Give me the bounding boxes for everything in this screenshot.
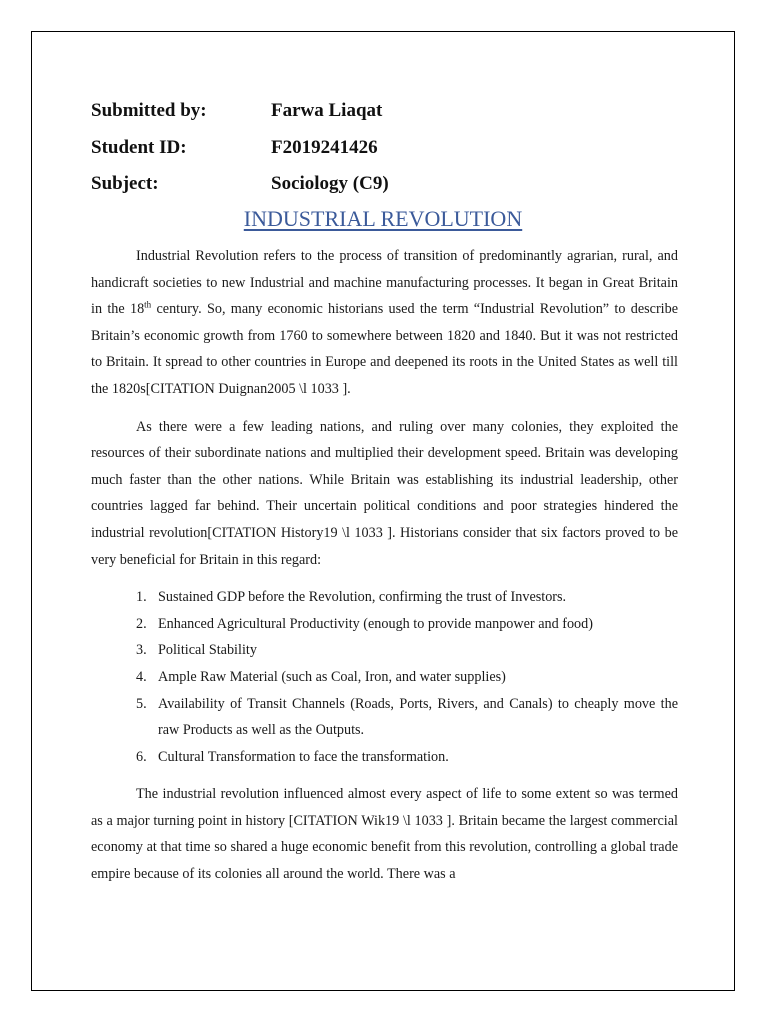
list-item-number: 5.	[136, 695, 147, 712]
list-item-text: Sustained GDP before the Revolution, confirming the trust of Investors.	[158, 589, 567, 606]
document-title: INDUSTRIAL REVOLUTION	[243, 206, 523, 231]
submission-info	[91, 93, 591, 203]
list-item-text: Political Stability	[158, 642, 257, 659]
list-item-text: Ample Raw Material (such as Coal, Iron, and water supplies)	[158, 668, 506, 685]
document-page	[31, 31, 735, 991]
submitted-by-value: Farwa Liaqat	[271, 100, 383, 122]
list-item-number: 3.	[136, 642, 147, 659]
list-item-text: Availability of Transit Channels (Roads, Ports, Rivers, and Canals) to cheaply move the raw Products as well as the Outputs.	[158, 695, 678, 739]
student-id-label: Student ID:	[91, 136, 187, 158]
factors-list	[91, 584, 678, 770]
list-item-text: Enhanced Agricultural Productivity (enough to provide manpower and food)	[158, 615, 593, 632]
paragraph-2: As there were a few leading nations, and ruling over many colonies, they exploited the resources of their subordinate nations and multiplied their development speed. Britain was developing much faster than the other nations. While Britain was establishing its industrial leadership, other countries lagged far behind. Their uncertain political conditions and poor strategies hindered the industrial revolution[CITATION History19 \l 1033 ]. Historians consider that six factors proved to be very beneficial for Britain in this regard:	[91, 418, 678, 568]
paragraph-1-text-a: Industrial Revolution refers to the process of transition of predominantly agrarian, rural, and handicraft societies to new Industrial and machine manufacturing processes. It began in Great Britain in the 18	[91, 248, 678, 318]
list-item	[91, 744, 678, 771]
student-id-value: F2019241426	[271, 136, 378, 158]
ordinal-superscript: th	[144, 299, 152, 310]
list-item-number: 6.	[136, 748, 147, 765]
subject-value: Sociology (C9)	[271, 173, 389, 195]
list-item-number: 1.	[136, 589, 147, 606]
list-item	[91, 664, 678, 691]
paragraph-1-text-b: century. So, many economic historians used the term “Industrial Revolution” to describe Britain’s economic growth from 1760 to somewhere between 1820 and 1840. But it was not restricted to Britain. It spread to other countries in Europe and deepened its roots in the United States as well till the 1820s[CITATION Duignan2005 \l 1033 ].	[91, 301, 679, 397]
list-item	[91, 584, 678, 611]
list-item-text: Cultural Transformation to face the transformation.	[158, 748, 449, 765]
subject-label: Subject:	[91, 173, 159, 195]
submitted-by-label: Submitted by:	[91, 100, 207, 122]
subject-row	[91, 166, 591, 203]
paragraph-1	[91, 243, 678, 403]
student-id-row	[91, 130, 591, 167]
submitted-by-row	[91, 93, 591, 130]
list-item	[91, 611, 678, 638]
list-item	[91, 637, 678, 664]
paragraph-3: The industrial revolution influenced almost every aspect of life to some extent so was termed as a major turning point in history [CITATION Wik19 \l 1033 ]. Britain became the largest commercial economy at that time so shared a huge economic benefit from this revolution, controlling a global trade empire because of its colonies all around the world. There was a	[91, 786, 678, 883]
list-item	[91, 691, 678, 744]
document-body	[91, 243, 678, 888]
list-item-number: 4.	[136, 668, 147, 685]
list-item-number: 2.	[136, 615, 147, 632]
